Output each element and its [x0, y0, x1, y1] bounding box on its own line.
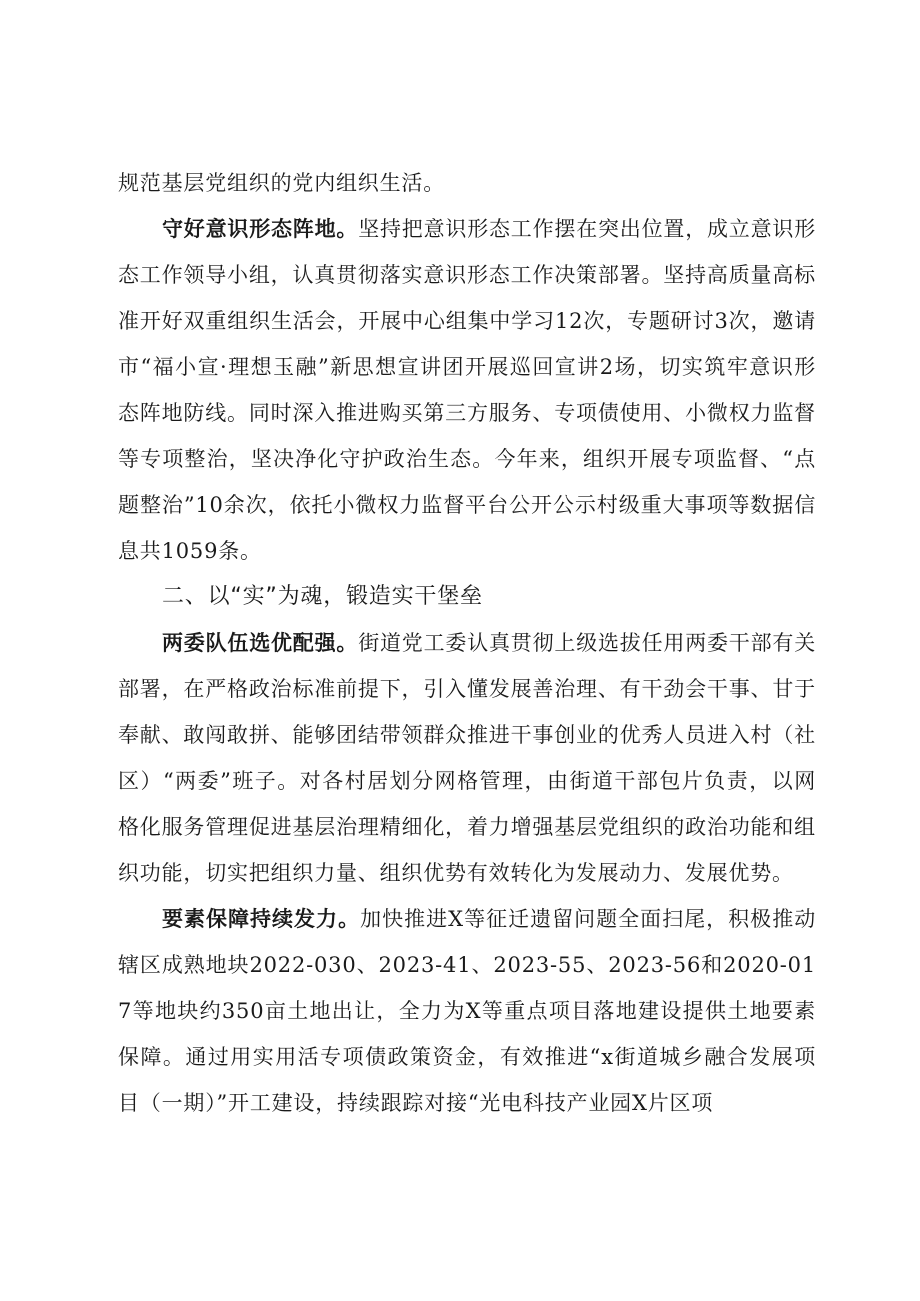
- paragraph-team: [118, 620, 816, 896]
- document-body: [118, 160, 816, 1126]
- paragraph-continuation-text: 规范基层党组织的党内组织生活。: [118, 171, 445, 195]
- paragraph-team-body: 街道党工委认真贯彻上级选拔任用两委干部有关部署，在严格政治标准前提下，引入懂发展善治理、有干劲会干事、甘于奉献、敢闯敢拼、能够团结带领群众推进干事创业的优秀人员进入村（社区）“两委”班子。对各村居划分网格管理，由街道干部包片负责，以网格化服务管理促进基层治理精细化，着力增强基层党组织的政治功能和组织功能，切实把组织力量、组织优势有效转化为发展动力、发展优势。: [118, 631, 817, 885]
- paragraph-ideology-body: 坚持把意识形态工作摆在突出位置，成立意识形态工作领导小组，认真贯彻落实意识形态工作决策部署。坚持高质量高标准开好双重组织生活会，开展中心组集中学习12次，专题研讨3次，邀请市“福小宣·理想玉融”新思想宣讲团开展巡回宣讲2场，切实筑牢意识形态阵地防线。同时深入推进购买第三方服务、专项债使用、小微权力监督等专项整治，坚决净化守护政治生态。今年来，组织开展专项监督、“点题整治”10余次，依托小微权力监督平台公开公示村级重大事项等数据信息共1059条。: [118, 217, 817, 563]
- paragraph-factors-body: 加快推进X等征迁遗留问题全面扫尾，积极推动辖区成熟地块2022-030、2023-41、2023-55、2023-56和2020-017等地块约350亩土地出让，全力为X等重点项目落地建设提供土地要素保障。通过用实用活专项债政策资金，有效推进“x街道城乡融合发展项目（一期）”开工建设，持续跟踪对接“光电科技产业园X片区项: [118, 907, 816, 1115]
- paragraph-factors: [118, 896, 816, 1126]
- paragraph-factors-lead: 要素保障持续发力。: [162, 907, 361, 931]
- paragraph-team-lead: 两委队伍选优配强。: [162, 631, 359, 655]
- section-heading-two: 二、以“实”为魂，锻造实干堡垒: [162, 584, 483, 609]
- paragraph-ideology-lead: 守好意识形态阵地。: [162, 217, 359, 241]
- paragraph-ideology: [118, 206, 816, 574]
- paragraph-continuation: [118, 160, 816, 206]
